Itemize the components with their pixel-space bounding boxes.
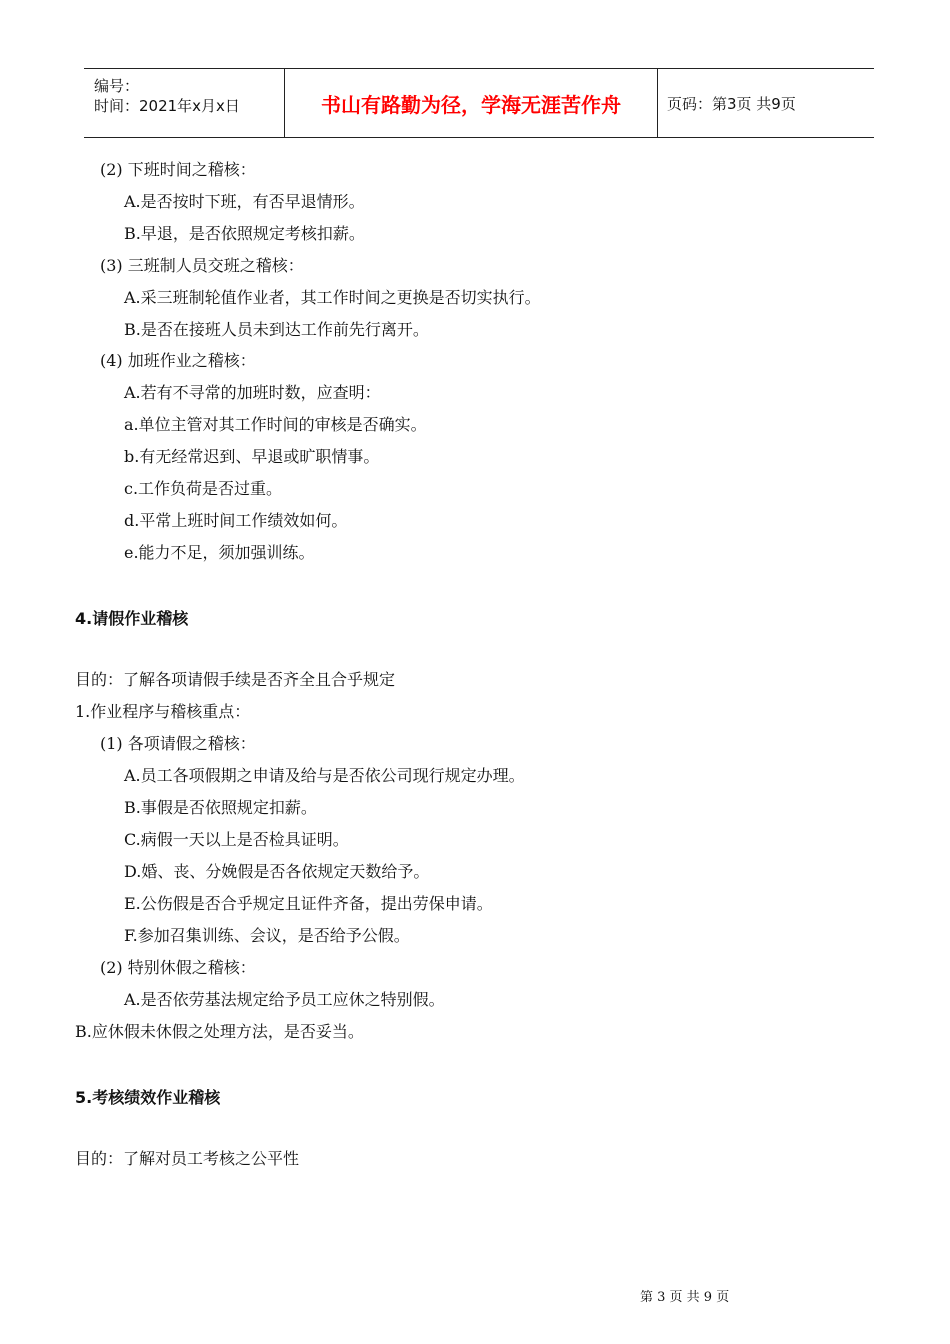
page-footer: 第 3 页 共 9 页 — [640, 1290, 730, 1305]
list-item: A.员工各项假期之申请及给与是否依公司现行规定办理。 — [124, 766, 525, 785]
list-item: D.婚、丧、分娩假是否各依规定天数给予。 — [124, 862, 430, 881]
header-page-label: 页码：第3页 共9页 — [667, 94, 796, 113]
list-item: A.若有不寻常的加班时数，应查明： — [124, 383, 381, 402]
list-item: A.采三班制轮值作业者，其工作时间之更换是否切实执行。 — [124, 288, 541, 307]
document-time-label: 时间：2021年x月x日 — [94, 97, 240, 115]
header-motto: 书山有路勤为径，学海无涯苦作舟 — [284, 69, 658, 137]
section-item: (3) 三班制人员交班之稽核： — [100, 256, 304, 275]
section-heading: 4.请假作业稽核 — [75, 609, 189, 628]
document-header — [84, 68, 874, 138]
section-item: (2) 特别休假之稽核： — [100, 958, 256, 977]
document-number-label: 编号： — [94, 77, 140, 95]
list-item: C.病假一天以上是否检具证明。 — [124, 830, 349, 849]
list-item: d.平常上班时间工作绩效如何。 — [124, 511, 348, 530]
list-item: B.早退，是否依照规定考核扣薪。 — [124, 224, 365, 243]
list-item: B.是否在接班人员未到达工作前先行离开。 — [124, 320, 429, 339]
list-item: c.工作负荷是否过重。 — [124, 479, 283, 498]
list-item: A.是否按时下班，有否早退情形。 — [124, 192, 365, 211]
list-item: e.能力不足，须加强训练。 — [124, 543, 315, 562]
purpose-text: 目的：了解对员工考核之公平性 — [75, 1149, 300, 1168]
list-item: E.公伤假是否合乎规定且证件齐备，提出劳保申请。 — [124, 894, 493, 913]
section-item: (1) 各项请假之稽核： — [100, 734, 256, 753]
list-item: A.是否依劳基法规定给予员工应休之特别假。 — [124, 990, 445, 1009]
procedure-title: 1.作业程序与稽核重点： — [75, 702, 251, 721]
header-left-cell — [84, 69, 284, 137]
list-item: b.有无经常迟到、早退或旷职情事。 — [124, 447, 380, 466]
list-item: B.应休假未休假之处理方法，是否妥当。 — [75, 1022, 364, 1041]
list-item: F.参加召集训练、会议，是否给予公假。 — [124, 926, 410, 945]
section-heading: 5.考核绩效作业稽核 — [75, 1088, 221, 1107]
purpose-text: 目的：了解各项请假手续是否齐全且合乎规定 — [75, 670, 396, 689]
list-item: B.事假是否依照规定扣薪。 — [124, 798, 317, 817]
section-item: (4) 加班作业之稽核： — [100, 351, 256, 370]
section-item: (2) 下班时间之稽核： — [100, 160, 256, 179]
list-item: a.单位主管对其工作时间的审核是否确实。 — [124, 415, 427, 434]
